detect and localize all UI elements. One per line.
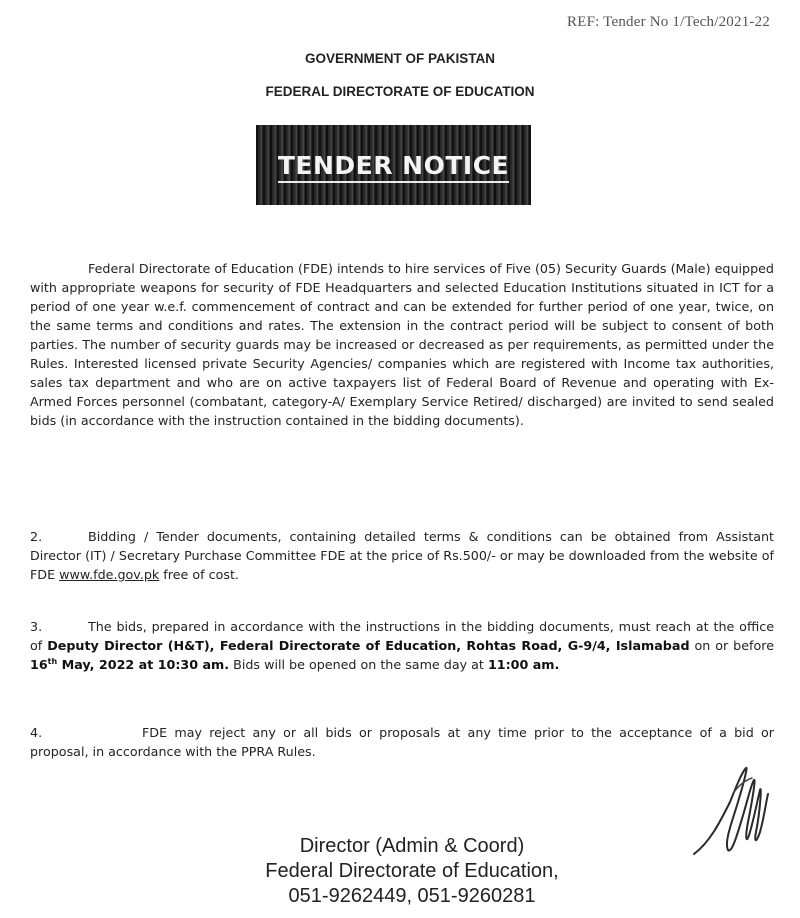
paragraph-text: Bids will be opened on the same day at bbox=[229, 657, 488, 672]
paragraph-text: FDE may reject any or all bids or proposals at any time prior to the acceptance of a bid or proposal, in accordance with the PPRA Rules. bbox=[30, 725, 774, 759]
paragraph-1: Federal Directorate of Education (FDE) intends to hire services of Five (05) Security Guards (Male) equipped with appropriate weapons for security of FDE Headquarters and selected Education Institutions situated in ICT for a period of one year w.e.f. commencement of contract and can be extended for further period of one year, twice, on the same terms and conditions and rates. The extension in the contract period will be subject to consent of both parties. The number of security guards may be increased or decreased as per requirements, as permitted under the Rules. Interested licensed private Security Agencies/ companies which are registered with Income tax authorities, sales tax department and who are on active taxpayers list of Federal Board of Revenue and operating with Ex-Armed Forces personnel (combatant, category-A/ Exemplary Service Retired/ discharged) are invited to send sealed bids (in accordance with the instruction contained in the bidding documents). bbox=[30, 261, 774, 428]
paragraph-number: 4. bbox=[30, 725, 43, 740]
paragraph-3 bbox=[30, 617, 774, 674]
reference-number: REF: Tender No 1/Tech/2021-22 bbox=[567, 14, 770, 30]
tender-notice-banner bbox=[256, 125, 531, 205]
paragraph-4 bbox=[30, 723, 774, 761]
header-directorate: FEDERAL DIRECTORATE OF EDUCATION bbox=[265, 84, 535, 99]
deadline-rest: May, 2022 at 10:30 am. bbox=[57, 657, 230, 672]
contact-phones: 051-9262449, 051-9260281 bbox=[288, 885, 536, 907]
signatory-organization: Federal Directorate of Education, bbox=[265, 860, 559, 882]
paragraph-text-end: free of cost. bbox=[159, 567, 239, 582]
paragraph-text: on or before bbox=[689, 638, 774, 653]
deadline-day-suffix: th bbox=[47, 656, 58, 666]
paragraph-text: The bids, prepared in accordance with the instructions in the bidding documents, must reach at the office of bbox=[30, 619, 774, 653]
signatory-title: Director (Admin & Coord) bbox=[299, 835, 525, 857]
deadline-date bbox=[30, 657, 229, 672]
notice-title: TENDER NOTICE bbox=[278, 151, 509, 183]
paragraph-number: 2. bbox=[30, 529, 43, 544]
submission-office: Deputy Director (H&T), Federal Directorate of Education, Rohtas Road, G-9/4, Islamabad bbox=[47, 638, 690, 653]
paragraph-text: Bidding / Tender documents, containing detailed terms & conditions can be obtained from Assistant Director (IT) / Secretary Purchase Committee FDE at the price of Rs.500/- or may be downloaded from the website of FDE bbox=[30, 529, 774, 582]
paragraph-2 bbox=[30, 527, 774, 584]
website-link[interactable]: www.fde.gov.pk bbox=[59, 567, 160, 582]
opening-time: 11:00 am. bbox=[487, 657, 560, 672]
deadline-day: 16 bbox=[30, 657, 48, 672]
paragraph-number: 3. bbox=[30, 619, 43, 634]
header-government: GOVERNMENT OF PAKISTAN bbox=[304, 51, 495, 66]
